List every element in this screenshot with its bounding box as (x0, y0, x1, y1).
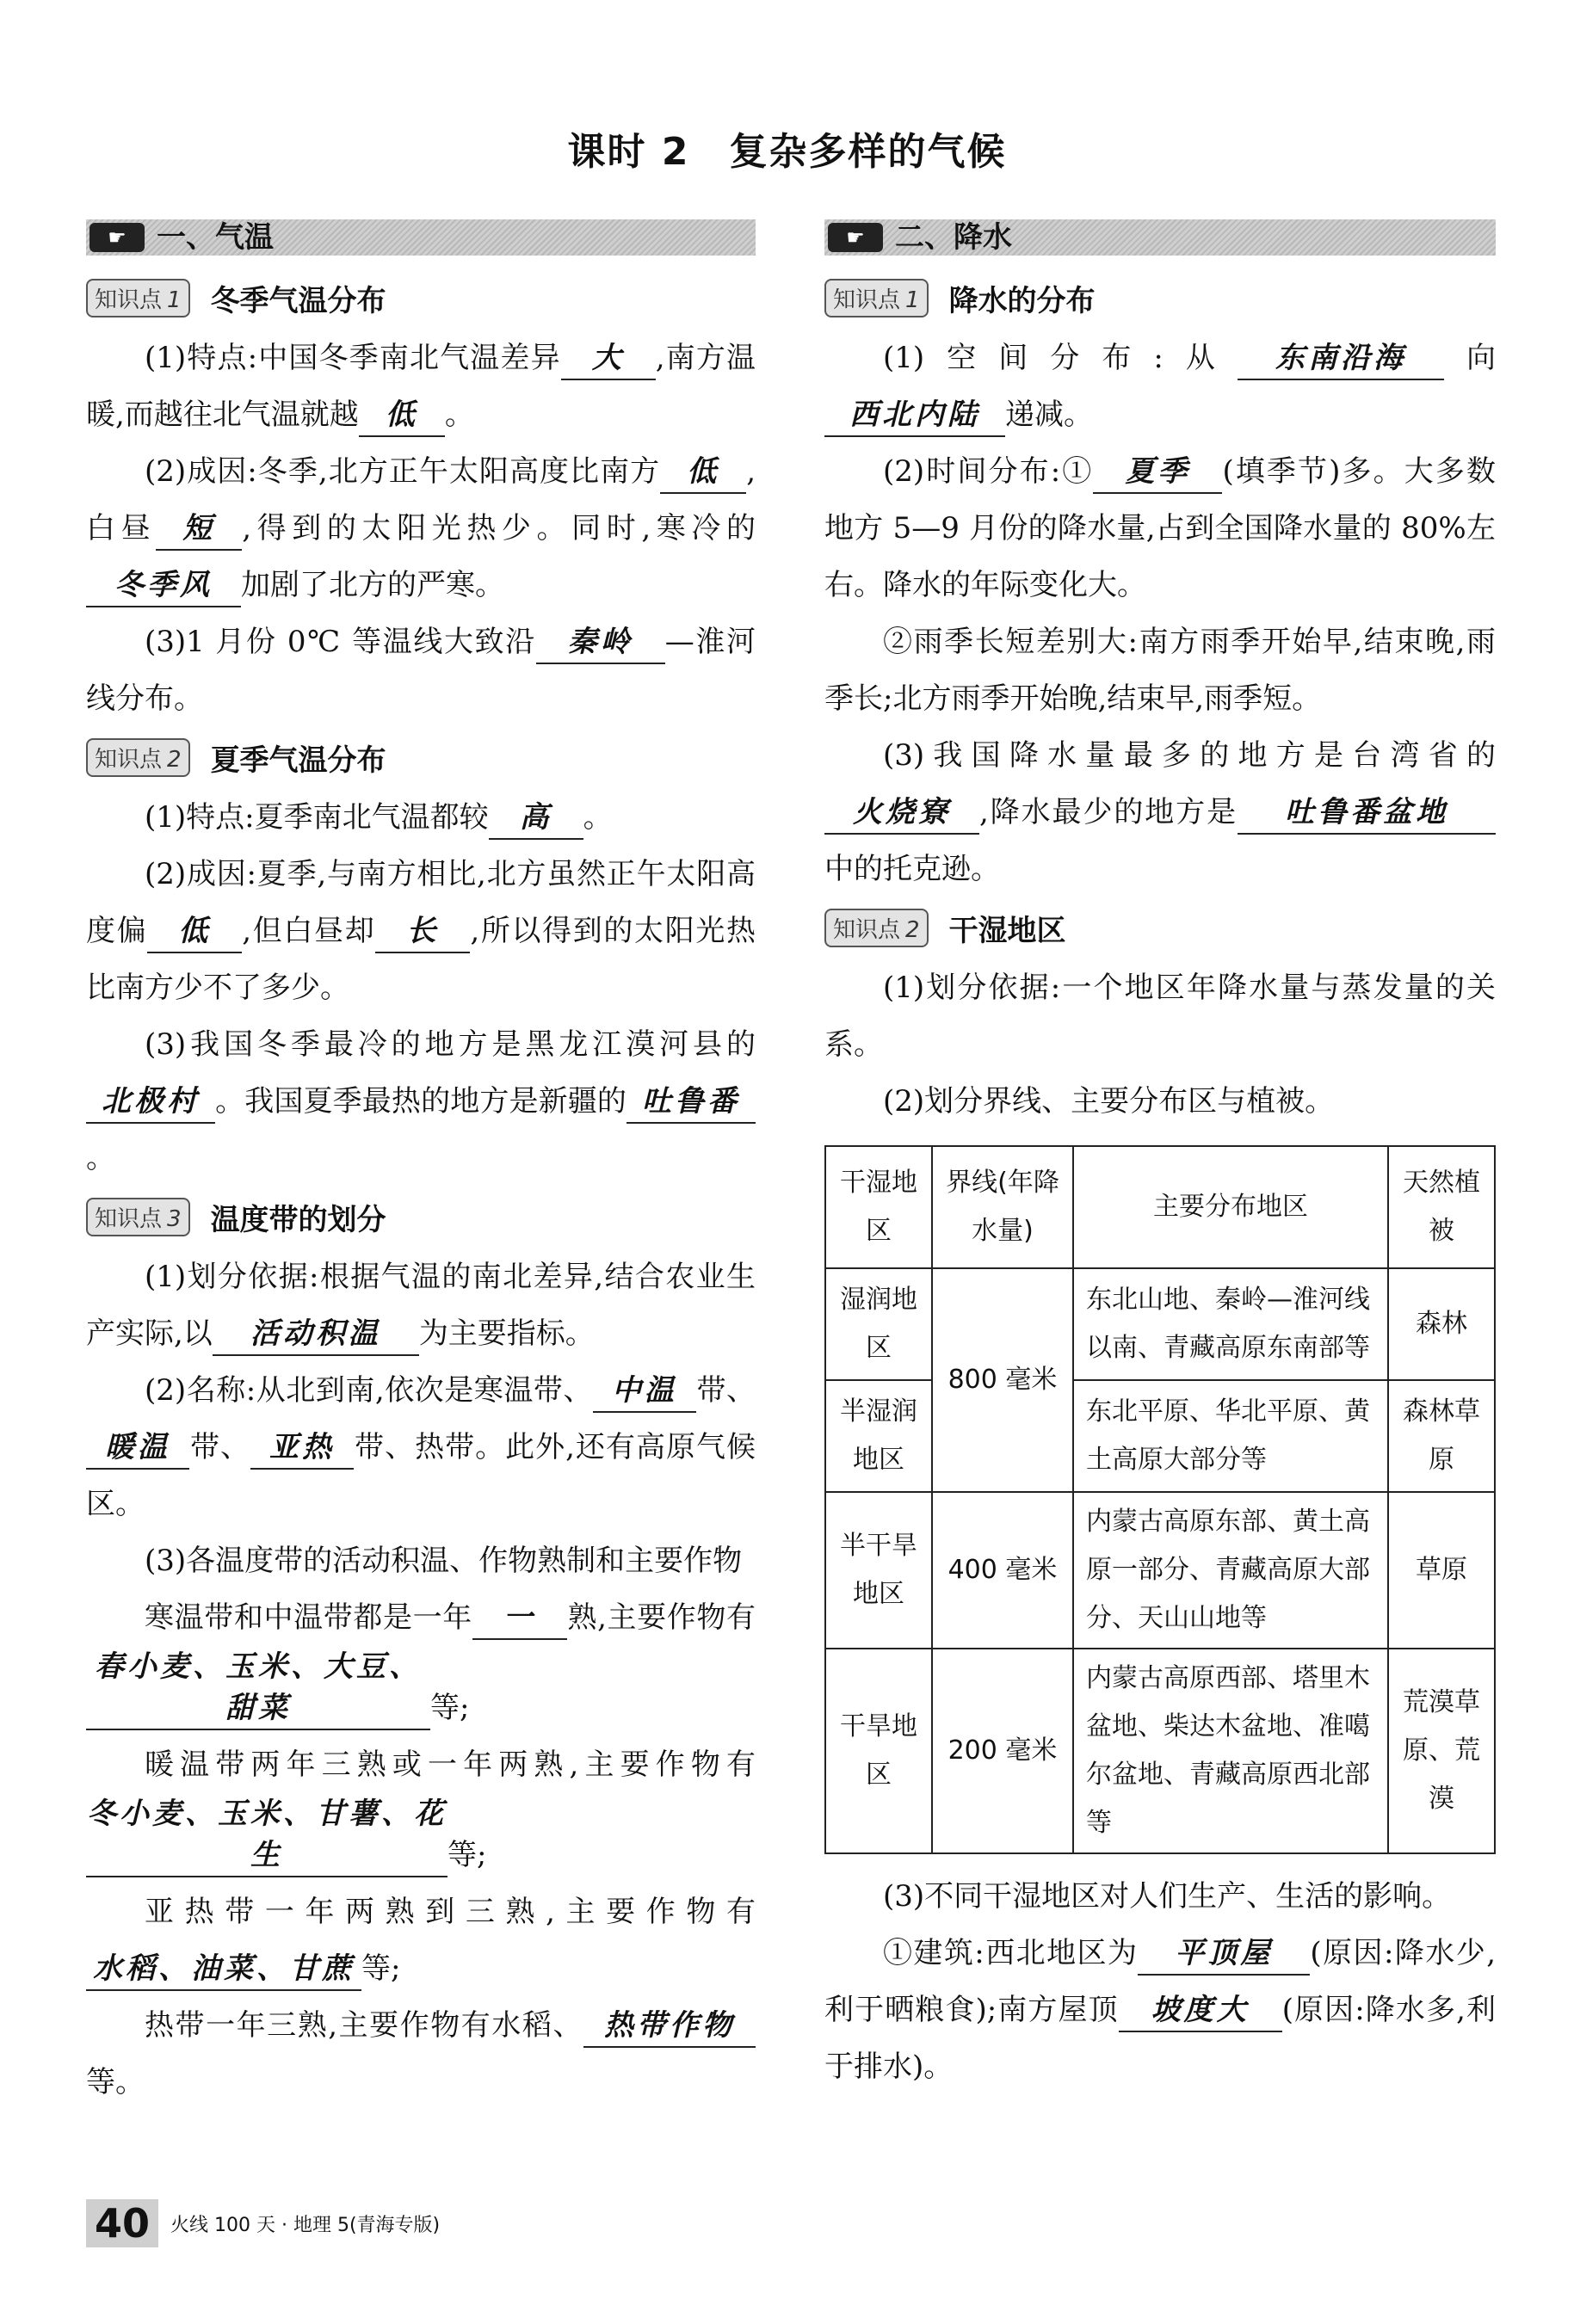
table-cell: 东北山地、秦岭—淮河线以南、青藏高原东南部等 (1073, 1268, 1388, 1380)
knowledge-point-header (86, 1195, 756, 1238)
paragraph: (2)成因:夏季,与南方相比,北方虽然正午太阳高度偏 低 ,但白昼却 长 ,所以得到的太阳光热比南方少不了多少。 (86, 857, 756, 1005)
answer-blank: 大 (561, 337, 656, 380)
paragraph: ①建筑:西北地区为 平顶屋 (原因:降水少,利于晒粮食);南方屋顶 坡度大 (原因:降水多,利于排水)。 (824, 1925, 1496, 2095)
answer-blank: 热带作物 (583, 2005, 756, 2048)
answer-blank: 低 (147, 910, 242, 953)
knowledge-point-title: 夏季气温分布 (210, 743, 386, 778)
paragraph: (3)我国降水量最多的地方是台湾省的火烧寮 ,降水最少的地方是 吐鲁番盆地中的托克逊。 (824, 738, 1496, 886)
paragraph: 寒温带和中温带都是一年 一 熟,主要作物有春小麦、玉米、大豆、甜菜 等; (86, 1589, 756, 1736)
answer-blank: 平顶屋 (1138, 1933, 1310, 1976)
table-cell: 半干旱地区 (825, 1492, 932, 1649)
paragraph: (3)1 月份 0℃ 等温线大致沿 秦岭 —淮河线分布。 (86, 613, 756, 727)
answer-blank: 高 (489, 797, 583, 840)
table-row (825, 1492, 1495, 1649)
table-cell: 800 毫米 (932, 1268, 1073, 1492)
table-row (825, 1268, 1495, 1380)
knowledge-point-title: 温度带的划分 (210, 1202, 386, 1237)
table-row (825, 1649, 1495, 1853)
dry-wet-regions-table (824, 1145, 1496, 1854)
table-header: 主要分布地区 (1073, 1146, 1388, 1268)
paragraph: (1)划分依据:根据气温的南北差异,结合农业生产实际,以 活动积温 为主要指标。 (86, 1248, 756, 1362)
answer-blank: 亚热 (250, 1427, 354, 1470)
book-title: 火线 100 天 · 地理 5(青海专版) (170, 2214, 441, 2236)
table-cell: 内蒙古高原东部、黄土高原一部分、青藏高原大部分、天山山地等 (1073, 1492, 1388, 1649)
paragraph: (3)我国冬季最冷的地方是黑龙江漠河县的北极村 。我国夏季最热的地方是新疆的 吐鲁番。 (86, 1027, 756, 1175)
answer-blank: 秦岭 (536, 621, 665, 664)
table-header-row (825, 1146, 1495, 1268)
table-cell: 200 毫米 (932, 1649, 1073, 1853)
table-cell: 半湿润地区 (825, 1380, 932, 1492)
knowledge-point-title: 冬季气温分布 (210, 283, 386, 318)
paragraph: 亚热带一年两熟到三熟,主要作物有水稻、油菜、甘蔗 等; (86, 1883, 756, 1997)
answer-blank: 暖温 (86, 1427, 189, 1470)
section-header-temperature (86, 219, 756, 256)
paragraph: (3)各温度带的活动积温、作物熟制和主要作物 (145, 1544, 743, 1578)
answer-blank: 吐鲁番盆地 (1238, 792, 1496, 835)
answer-blank: 北极村 (86, 1081, 215, 1124)
left-column (86, 219, 756, 2111)
knowledge-point-title: 干湿地区 (948, 913, 1066, 948)
answer-blank: 短 (156, 508, 242, 551)
page-title: 课时 2 复杂多样的气候 (567, 130, 1007, 174)
pointing-hand-icon: ☛ (828, 223, 883, 252)
paragraph: (1)划分依据:一个地区年降水量与蒸发量的关系。 (824, 971, 1496, 1062)
section-title: 二、降水 (895, 220, 1012, 255)
table-row (825, 1380, 1495, 1492)
table-cell: 草原 (1388, 1492, 1495, 1649)
paragraph: (1)特点:中国冬季南北气温差异 大 ,南方温暖,而越往北气温就越 低 。 (86, 330, 756, 443)
answer-blank: 长 (375, 910, 470, 953)
table-cell: 荒漠草原、荒漠 (1388, 1649, 1495, 1853)
table-cell: 内蒙古高原西部、塔里木盆地、柴达木盆地、准噶尔盆地、青藏高原西北部等 (1073, 1649, 1388, 1853)
paragraph: (2)成因:冬季,北方正午太阳高度比南方 低 ,白昼 短 ,得到的太阳光热少。同时,寒冷的冬季风 加剧了北方的严寒。 (86, 443, 756, 613)
page-footer (86, 2199, 440, 2247)
page-number: 40 (86, 2199, 158, 2247)
answer-blank: 西北内陆 (824, 394, 1005, 437)
knowledge-point-title: 降水的分布 (948, 283, 1096, 318)
pointing-hand-icon: ☛ (90, 223, 145, 252)
table-header: 天然植被 (1388, 1146, 1495, 1268)
paragraph: (2)名称:从北到南,依次是寒温带、 中温 带、暖温 带、 亚热 带、热带。此外,还有高原气候区。 (86, 1362, 756, 1532)
knowledge-point-header (824, 906, 1496, 949)
answer-blank: 冬季风 (86, 564, 241, 607)
answer-blank: 坡度大 (1119, 1989, 1282, 2032)
knowledge-point-badge: 知识点 1 (824, 279, 929, 317)
answer-blank: 火烧寮 (824, 792, 979, 835)
knowledge-point-header (824, 276, 1496, 319)
answer-blank: 冬小麦、玉米、甘薯、花生 (86, 1793, 448, 1877)
paragraph: ②雨季长短差别大:南方雨季开始早,结束晚,雨季长;北方雨季开始晚,结束早,雨季短。 (824, 625, 1496, 716)
paragraph: (2)划分界线、主要分布区与植被。 (883, 1084, 1335, 1119)
knowledge-point-badge: 知识点 1 (86, 279, 190, 317)
table-cell: 东北平原、华北平原、黄土高原大部分等 (1073, 1380, 1388, 1492)
section-title: 一、气温 (157, 220, 274, 255)
knowledge-point-badge: 知识点 2 (824, 909, 929, 947)
answer-blank: 一 (472, 1597, 567, 1640)
answer-blank: 夏季 (1093, 451, 1222, 494)
knowledge-point-header (86, 276, 756, 319)
paragraph: 热带一年三熟,主要作物有水稻、 热带作物等。 (86, 1997, 756, 2111)
answer-blank: 活动积温 (213, 1313, 419, 1356)
paragraph: 暖温带两年三熟或一年两熟,主要作物有冬小麦、玉米、甘薯、花生 等; (86, 1736, 756, 1883)
paragraph: (1)特点:夏季南北气温都较 高 。 (86, 789, 756, 846)
knowledge-point-badge: 知识点 2 (86, 738, 190, 777)
answer-blank: 东南沿海 (1238, 337, 1444, 380)
table-cell: 森林草原 (1388, 1380, 1495, 1492)
paragraph: (2)时间分布:① 夏季 (填季节)多。大多数地方 5—9 月份的降水量,占到全国降水量的 80%左右。降水的年际变化大。 (824, 443, 1496, 613)
table-header: 干湿地区 (825, 1146, 932, 1268)
table-cell: 湿润地区 (825, 1268, 932, 1380)
answer-blank: 水稻、油菜、甘蔗 (86, 1948, 361, 1991)
paragraph: (3)不同干湿地区对人们生产、生活的影响。 (883, 1879, 1452, 1914)
table-cell: 400 毫米 (932, 1492, 1073, 1649)
answer-blank: 低 (359, 394, 445, 437)
knowledge-point-badge: 知识点 3 (86, 1198, 190, 1236)
answer-blank: 春小麦、玉米、大豆、甜菜 (86, 1646, 430, 1730)
table-cell: 干旱地区 (825, 1649, 932, 1853)
knowledge-point-header (86, 736, 756, 779)
answer-blank: 低 (660, 451, 746, 494)
table-cell: 森林 (1388, 1268, 1495, 1380)
answer-blank: 中温 (593, 1370, 696, 1413)
right-column (824, 219, 1496, 2095)
answer-blank: 吐鲁番 (627, 1081, 756, 1124)
section-header-precipitation (824, 219, 1496, 256)
table-header: 界线(年降水量) (932, 1146, 1073, 1268)
paragraph: (1)空间分布:从 东南沿海 向西北内陆 递减。 (824, 330, 1496, 443)
